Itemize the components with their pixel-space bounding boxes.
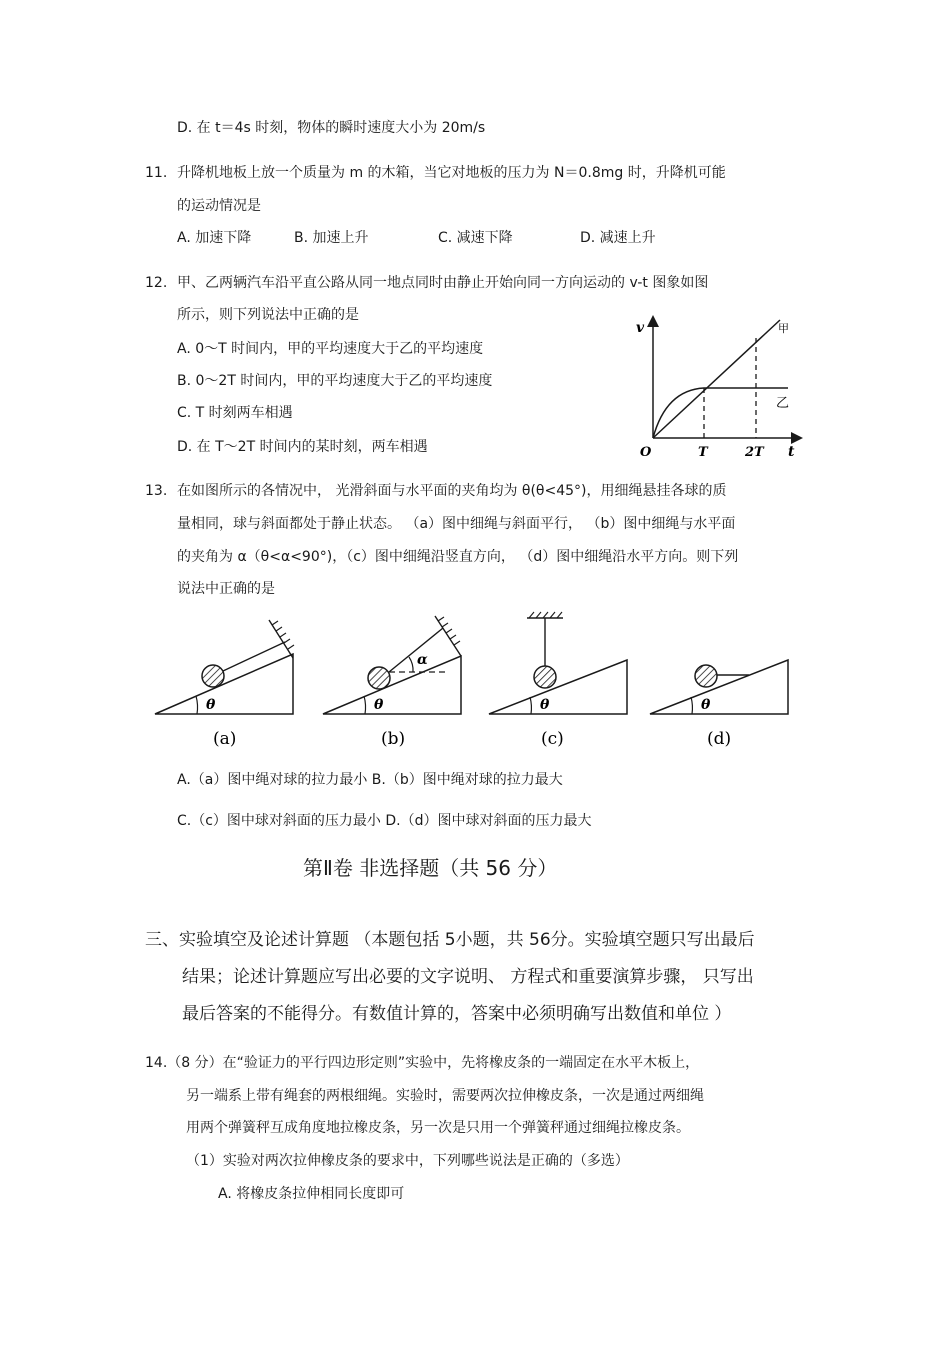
section-2-title: 第Ⅱ卷 非选择题（共 56 分） — [303, 856, 558, 880]
figure-a — [155, 620, 294, 749]
T-label: T — [698, 445, 708, 460]
ball-b — [368, 667, 390, 689]
q11-option-c: C. 减速下降 — [438, 230, 513, 246]
svg-text:θ: θ — [374, 697, 384, 713]
t-label: t — [788, 444, 795, 460]
q13-stem-line1: 在如图所示的各情况中， 光滑斜面与水平面的夹角均为 θ(θ<45°)，用细绳悬挂各球的质 — [177, 483, 727, 499]
label-c: (c) — [541, 729, 564, 749]
q12-option-b: B. 0～2T 时间内，甲的平均速度大于乙的平均速度 — [177, 373, 493, 389]
q11-number: 11. — [145, 165, 168, 181]
q11-stem-line2: 的运动情况是 — [177, 198, 261, 214]
incline-figures — [145, 608, 805, 756]
q14-stem-line3: 用两个弹簧秤互成角度地拉橡皮条，另一次是只用一个弹簧秤通过细绳拉橡皮条。 — [186, 1120, 690, 1136]
label-d: (d) — [707, 729, 732, 749]
label-a: (a) — [213, 729, 237, 749]
q13-stem-line2: 量相同，球与斜面都处于静止状态。 （a）图中细绳与斜面平行， （b）图中细绳与水平面 — [177, 516, 736, 532]
svg-text:θ: θ — [206, 697, 216, 713]
v-label: v — [636, 320, 645, 336]
q11-stem-line1: 升降机地板上放一个质量为 m 的木箱，当它对地板的压力为 N＝0.8mg 时，升降机可能 — [177, 165, 726, 181]
ball-c — [534, 666, 556, 688]
q13-stem-line3: 的夹角为 α（θ<α<90°)，（c）图中细绳沿竖直方向， （d）图中细绳沿水平方向。则下列 — [177, 549, 739, 565]
q12-option-a: A. 0～T 时间内，甲的平均速度大于乙的平均速度 — [177, 341, 484, 357]
q12-option-c: C. T 时刻两车相遇 — [177, 405, 293, 421]
label-b: (b) — [381, 729, 406, 749]
q11-option-d: D. 减速上升 — [580, 230, 656, 246]
q12-stem-line2: 所示，则下列说法中正确的是 — [177, 307, 359, 323]
rope-a — [223, 642, 285, 671]
svg-text:α: α — [417, 652, 428, 668]
q14-stem-line1: 14.（8 分）在“验证力的平行四边形定则”实验中，先将橡皮条的一端固定在水平木板上， — [145, 1055, 700, 1071]
section-3-line3: 最后答案的不能得分。有数值计算的，答案中必须明确写出数值和单位 ） — [182, 1004, 732, 1024]
q10-option-d: D. 在 t＝4s 时刻，物体的瞬时速度大小为 20m/s — [177, 120, 486, 136]
q13-options-cd: C.（c）图中球对斜面的压力最小 D.（d）图中球对斜面的压力最大 — [177, 813, 592, 829]
svg-text:θ: θ — [540, 697, 550, 713]
2T-label: 2T — [745, 445, 764, 460]
rope-b — [389, 628, 443, 672]
q12-number: 12. — [145, 275, 168, 291]
q14-option-a: A. 将橡皮条拉伸相同长度即可 — [218, 1186, 405, 1202]
q13-options-ab: A.（a）图中绳对球的拉力最小 B.（b）图中绳对球的拉力最大 — [177, 772, 563, 788]
figure-c — [489, 612, 627, 749]
q13-stem-line4: 说法中正确的是 — [177, 581, 275, 597]
q14-stem-line2: 另一端系上带有绳套的两根细绳。实验时，需要两次拉伸橡皮条，一次是通过两细绳 — [186, 1088, 704, 1104]
q11-option-b: B. 加速上升 — [294, 230, 369, 246]
origin-label: O — [640, 445, 652, 460]
yi-curve — [653, 388, 788, 438]
figure-d — [650, 660, 788, 749]
q12-option-d: D. 在 T～2T 时间内的某时刻，两车相遇 — [177, 439, 428, 455]
q14-sub1: （1）实验对两次拉伸橡皮条的要求中，下列哪些说法是正确的（多选） — [186, 1153, 629, 1169]
svg-text:θ: θ — [701, 697, 711, 713]
ball-d — [695, 665, 717, 687]
section-3-line2: 结果；论述计算题应写出必要的文字说明、 方程式和重要演算步骤， 只写出 — [182, 967, 754, 987]
figure-b — [323, 616, 461, 749]
ball-a — [202, 665, 224, 687]
vt-graph — [628, 312, 808, 462]
jia-label: 甲 — [778, 322, 789, 335]
q12-stem-line1: 甲、乙两辆汽车沿平直公路从同一地点同时由静止开始向同一方向运动的 v-t 图象如图 — [177, 275, 709, 291]
q13-number: 13. — [145, 483, 168, 499]
yi-label: 乙 — [776, 396, 790, 411]
q11-option-a: A. 加速下降 — [177, 230, 252, 246]
jia-line — [653, 320, 780, 438]
section-3-line1: 三、实验填空及论述计算题 （本题包括 5小题，共 56分。实验填空题只写出最后 — [145, 930, 755, 950]
